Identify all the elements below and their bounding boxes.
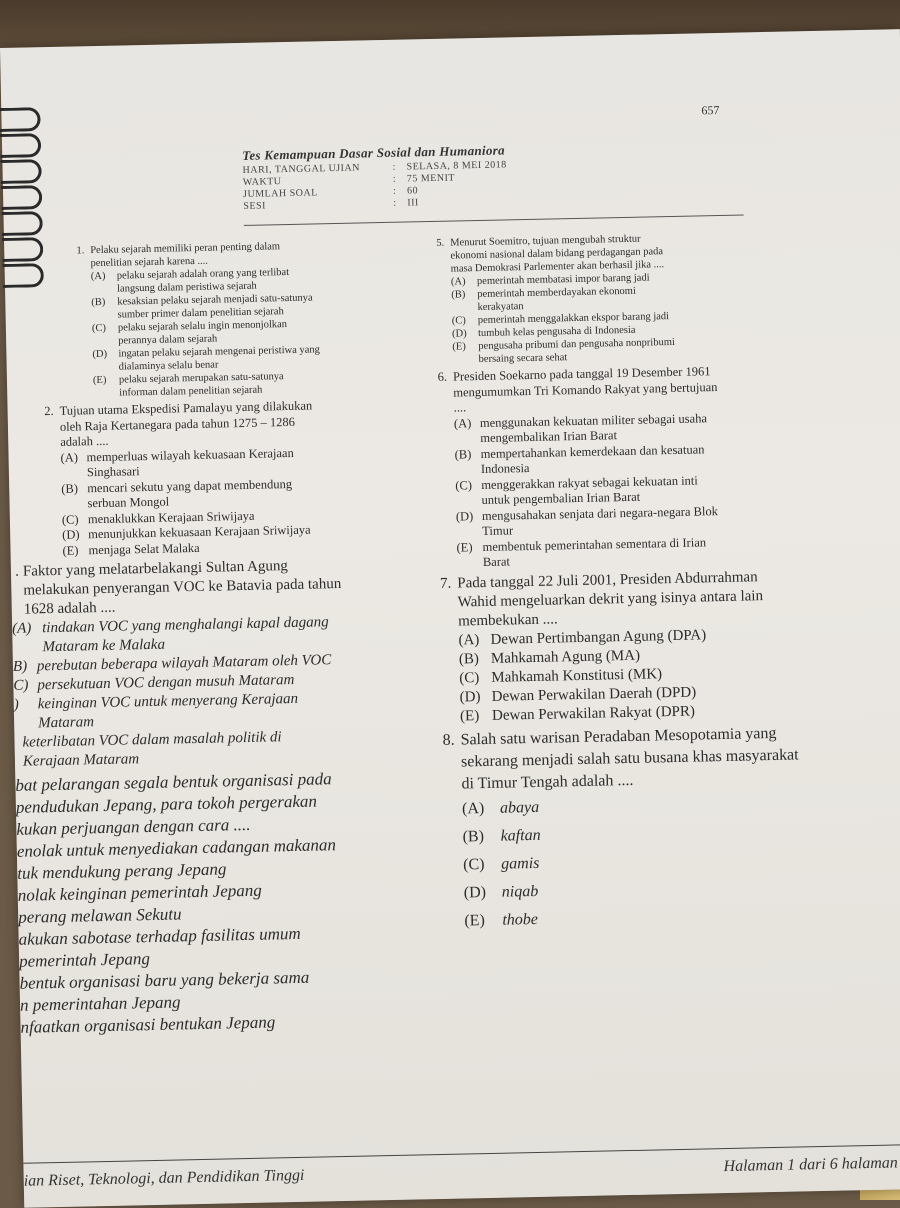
option-letter: B) [12,658,28,675]
question-number: 8. [442,731,455,749]
question-text: Pelaku sejarah memiliki peran penting dalam [90,241,281,257]
footer-publisher: ian Riset, Teknologi, dan Pendidikan Tinggi [23,1166,305,1190]
option-text: menjaga Selat Malaka [88,540,200,557]
option-text: menggunakan kekuatan militer sebagai usaha [479,410,708,430]
question-5 [424,229,797,367]
question-text: Salah satu warisan Peradaban Mesopotamia yang [460,724,777,749]
option-letter: (B) [91,296,106,309]
question-7 [431,567,804,727]
meta-label: SESI [243,200,267,212]
question-text: adalah .... [60,433,109,449]
option-text: menunjukkan kekuasaan Kerajaan Sriwijaya [88,522,311,542]
option-e [464,900,809,935]
option-text: memperluas wilayah kekuasaan Kerajaan [86,445,294,464]
meta-value: 60 [406,185,419,197]
option-letter: (D) [92,348,108,361]
option-text: n pemerintahan Jepang [19,992,181,1015]
option-text: pemerintah Jepang [18,949,151,971]
option-text: Mataram [37,714,95,732]
option-text: serbuan Mongol [87,494,170,511]
question-text: di Timur Tengah adalah .... [461,771,634,792]
option-text: Singhasari [86,464,140,480]
question-4 [15,767,410,1039]
option-text: bentuk organisasi baru yang bekerja sama [19,967,310,993]
footer-page-info: Halaman 1 dari 6 halaman [723,1154,898,1176]
option-text: tindakan VOC yang menghalangi kapal dagang [41,614,329,637]
question-text: oleh Raja Kertanegara pada tahun 1275 – 1286 [59,414,296,434]
option-text: langsung dalam peristiwa sejarah [116,280,257,295]
option-letter: (D) [451,328,467,340]
question-6 [427,362,801,571]
left-column [4,238,411,1042]
question-number: 1. [76,245,85,257]
option-text: pengusaha pribumi dan pengusaha nonpribumi [478,336,675,353]
question-text: Menurut Soemitro, tujuan mengubah struktur [450,233,641,249]
meta-label: WAKTU [242,176,282,188]
option-letter: (D) [455,508,474,524]
option-text: ingatan pelaku sejarah mengenai peristiwa yang [118,344,320,360]
option-text: kerakyatan [477,301,524,314]
option-text: pelaku sejarah merupakan satu-satunya [118,371,284,386]
option-letter: (D) [459,688,481,706]
option-letter: (E) [92,374,107,387]
option-text: Dewan Perwakilan Rakyat (DPR) [491,703,696,724]
question-text: Pada tanggal 22 Juli 2001, Presiden Abdurrahman [457,568,758,592]
option-letter: (B) [462,827,485,845]
exam-meta [243,159,508,213]
question-text: Faktor yang melatarbelakangi Sultan Agung [22,558,289,580]
question-8 [434,722,808,936]
meta-label: HARI, TANGGAL UJIAN [242,162,361,176]
option-text: persekutuan VOC dengan musuh Mataram [37,671,295,694]
meta-label: JUMLAH SOAL [243,187,318,200]
question-text: .... [453,400,467,415]
question-text: Presiden Soekarno pada tanggal 19 Desember 1961 [452,364,711,384]
option-letter: (A) [450,276,466,288]
option-text: mempertahankan kemerdekaan dan kesatuan [480,441,705,461]
exam-title: Tes Kemampuan Dasar Sosial dan Humaniora [242,142,505,163]
option-e [456,533,801,571]
option-text: pemerintah memberdayakan ekonomi [477,285,636,301]
option-text: tumbuh kelas pengusaha di Indonesia [477,324,636,340]
page-number: 657 [701,102,720,118]
option-letter: (E) [62,542,79,558]
option-text: nolak keinginan pemerintah Jepang [17,880,262,905]
option-text: enolak untuk menyediakan cadangan makanan [16,835,337,861]
option-text: Barat [482,554,511,569]
option-text: bersaing secara sehat [478,352,568,366]
option-text: Mahkamah Konstitusi (MK) [491,665,663,686]
option-text: pemerintah menggalakkan ekspor barang jadi [477,311,670,327]
question-text: masa Demokrasi Parlementer akan berhasil jika .... [450,259,665,275]
question-number: . [15,563,20,580]
question-text: Tujuan utama Ekspedisi Pamalayu yang dilakukan [59,398,313,418]
option-letter: (A) [453,415,472,431]
option-text: Dewan Pertimbangan Agung (DPA) [490,626,707,648]
question-text: Wahid mengeluarkan dekrit yang isinya antara lain [457,587,764,611]
option-letter: (B) [454,446,472,462]
option-letter: (A) [60,449,79,465]
meta-value: SELASA, 8 MEI 2018 [406,159,507,173]
option-text: dialaminya selalu benar [118,359,219,373]
option-text: thobe [502,910,539,929]
question-3 [11,555,405,772]
option-letter: (C) [61,511,79,527]
option-letter: (B) [458,650,480,668]
option-text: nfaatkan organisasi bentukan Jepang [20,1012,276,1037]
option-text: Timur [482,523,514,539]
header-divider [244,214,744,225]
option-text: pemerintah membatasi impor barang jadi [476,272,650,288]
right-column [424,229,809,938]
option-text: kaftan [500,826,541,845]
option-text: perang melawan Sekutu [18,904,182,927]
option-letter: (B) [451,289,466,301]
option-letter: (C) [463,855,485,873]
option-text: keinginan VOC untuk menyerang Kerajaan [37,690,299,713]
option-letter: (A) [461,799,485,817]
question-number: 7. [439,575,452,592]
option-letter: (E) [464,911,485,929]
question-text: ekonomi nasional dalam bidang perdagangan pada [450,246,664,262]
option-text: mengusahakan senjata dari negara-negara Blok [481,503,719,523]
question-2 [7,397,400,560]
question-number: 2. [44,403,54,419]
option-text: keterlibatan VOC dalam masalah politik di [22,729,282,751]
exam-paper [0,29,900,1208]
option-letter: ) [13,696,19,713]
question-text: 1628 adalah .... [23,599,116,618]
option-text: sumber primer dalam penelitian sejarah [117,306,284,321]
option-text: menaklukkan Kerajaan Sriwijaya [87,508,255,526]
meta-value: III [407,197,419,209]
question-text: bat pelarangan segala bentuk organisasi pada pendudukan Jepang, para tokoh pergerakan kukan perjuangan dengan cara .... [15,769,332,839]
option-letter: (C) [91,322,107,335]
question-number: 6. [437,369,448,384]
option-text: gamis [501,854,540,873]
option-text: pelaku sejarah selalu ingin menonjolkan [117,319,288,334]
option-text: abaya [499,798,540,817]
option-text: mencari sekutu yang dapat membendung [87,476,293,495]
meta-value: 75 MENIT [406,172,456,185]
option-text: informan dalam penelitian sejarah [119,384,263,399]
option-letter: (A) [458,631,480,649]
option-letter: (A) [90,270,106,283]
option-letter: (E) [456,539,473,555]
option-text: Mataram ke Malaka [42,636,166,656]
option-letter: (C) [459,669,480,687]
option-text: menggerakkan rakyat sebagai kekuatan inti [481,472,698,492]
question-text: mengumumkan Tri Komando Rakyat yang bertujuan [453,379,718,400]
option-text: niqab [501,882,539,901]
option-letter: (E) [452,341,466,353]
option-letter: C) [13,677,29,694]
meta-row-time: WAKTU : 75 MENIT [242,172,456,188]
option-text: membentuk pemerintahan sementara di Irian [482,534,707,554]
option-letter: (D) [463,883,487,901]
option-letter: (C) [455,477,473,493]
question-text: membekukan .... [457,610,558,630]
option-letter: (A) [12,620,32,637]
option-e [93,368,397,400]
question-text: melakukan penyerangan VOC ke Batavia pada tahun [23,575,342,599]
option-text: mengembalikan Irian Barat [480,428,618,446]
question-text: penelitian sejarah karena .... [90,255,209,270]
option-text: untuk pengembalian Irian Barat [481,489,641,508]
option-letter: (C) [451,315,466,327]
option-text: akukan sabotase terhadap fasilitas umum [18,923,301,949]
option-letter: (D) [62,527,80,542]
meta-row-date: HARI, TANGGAL UJIAN : SELASA, 8 MEI 2018 [242,159,507,176]
option-letter: (E) [459,707,480,725]
option-letter: (B) [61,480,79,496]
meta-row-session: SESI : III [243,197,419,212]
option-text: pelaku sejarah adalah orang yang terlibat [116,266,290,282]
option-text: Mahkamah Agung (MA) [490,647,641,667]
option-text: Dewan Perwakilan Daerah (DPD) [491,684,697,705]
question-number: 5. [436,237,445,249]
option-e [14,726,405,772]
option-text: Kerajaan Mataram [22,751,140,770]
question-text: sekarang menjadi salah satu busana khas masyarakat [460,745,799,770]
option-text: perannya dalam sejarah [118,333,218,347]
option-text: Indonesia [480,461,530,477]
question-1 [4,238,397,402]
meta-row-count: JUMLAH SOAL : 60 [243,185,419,200]
option-text: kesaksian pelaku sejarah menjadi satu-satunya [117,292,313,308]
option-text: perebutan beberapa wilayah Mataram oleh VOC [36,652,332,675]
option-text: tuk mendukung perang Jepang [17,859,227,883]
